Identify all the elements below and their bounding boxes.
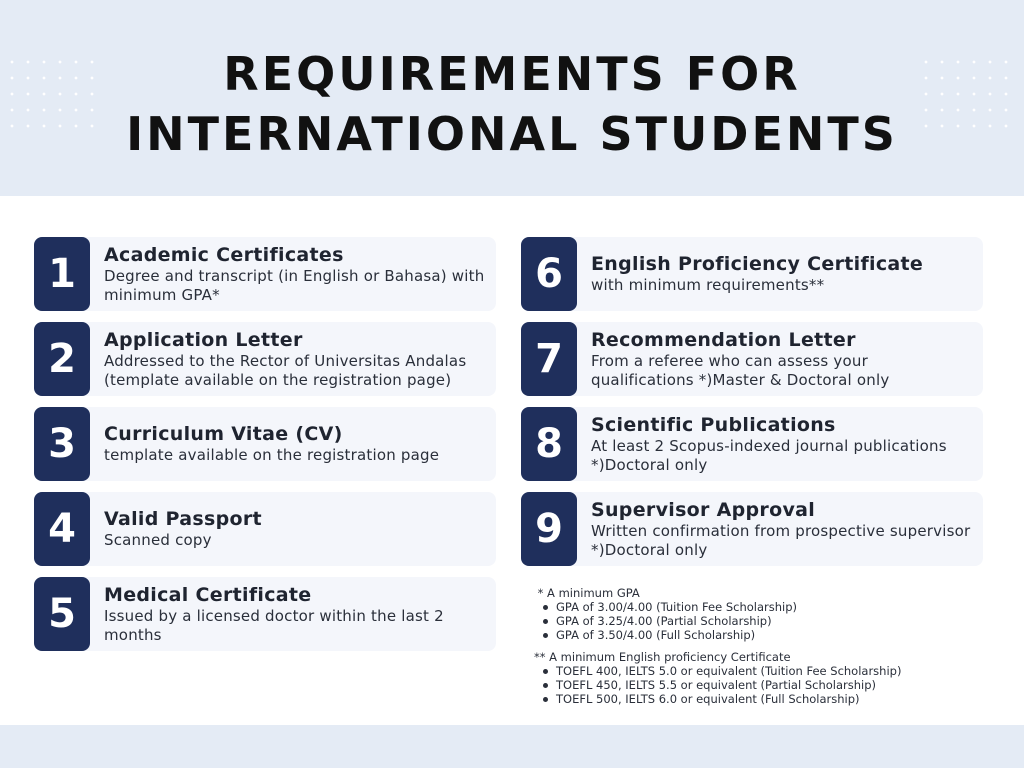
list-item: GPA of 3.00/4.00 (Tuition Fee Scholarship) bbox=[554, 600, 1004, 614]
requirement-title: Scientific Publications bbox=[591, 413, 836, 436]
requirement-number-badge: 6 bbox=[521, 237, 577, 311]
requirement-number-badge: 3 bbox=[34, 407, 90, 481]
requirement-card-2 bbox=[34, 322, 496, 396]
requirement-card-3 bbox=[34, 407, 496, 481]
requirement-description: From a referee who can assess your qualifications *)Master & Doctoral only bbox=[591, 351, 890, 389]
english-footnote bbox=[534, 650, 1004, 706]
title-line-2: INTERNATIONAL STUDENTS bbox=[126, 107, 898, 161]
requirement-card-8 bbox=[521, 407, 983, 481]
footer-band bbox=[0, 725, 1024, 768]
requirement-title: English Proficiency Certificate bbox=[591, 253, 924, 275]
list-item: GPA of 3.25/4.00 (Partial Scholarship) bbox=[554, 614, 1004, 628]
footnote-list bbox=[534, 664, 1004, 706]
footnotes bbox=[534, 586, 1004, 714]
list-item: TOEFL 500, IELTS 6.0 or equivalent (Full Scholarship) bbox=[554, 692, 1004, 706]
requirement-title: Curriculum Vitae (CV) bbox=[104, 423, 343, 445]
requirement-number-badge: 2 bbox=[34, 322, 90, 396]
requirement-title: Academic Certificates bbox=[104, 243, 344, 266]
requirement-description: Scanned copy bbox=[104, 531, 212, 549]
requirement-number-badge: 5 bbox=[34, 577, 90, 651]
page-title bbox=[0, 44, 1024, 164]
requirement-number-badge: 7 bbox=[521, 322, 577, 396]
requirement-title: Application Letter bbox=[104, 328, 303, 351]
title-line-1: REQUIREMENTS FOR bbox=[223, 47, 801, 101]
requirement-card-5 bbox=[34, 577, 496, 651]
requirement-description: with minimum requirements** bbox=[591, 276, 825, 294]
list-item: TOEFL 400, IELTS 5.0 or equivalent (Tuition Fee Scholarship) bbox=[554, 664, 1004, 678]
requirement-number-badge: 8 bbox=[521, 407, 577, 481]
list-item: TOEFL 450, IELTS 5.5 or equivalent (Partial Scholarship) bbox=[554, 678, 1004, 692]
requirement-title: Supervisor Approval bbox=[591, 498, 816, 521]
requirement-card-4 bbox=[34, 492, 496, 566]
requirement-card-6 bbox=[521, 237, 983, 311]
requirement-description: template available on the registration page bbox=[104, 446, 440, 464]
footnote-list bbox=[534, 600, 1004, 642]
requirement-description: Degree and transcript (in English or Bahasa) with minimum GPA* bbox=[104, 266, 485, 304]
requirement-card-1 bbox=[34, 237, 496, 311]
requirement-number-badge: 1 bbox=[34, 237, 90, 311]
requirement-title: Valid Passport bbox=[104, 508, 262, 530]
requirement-description: Addressed to the Rector of Universitas Andalas (template available on the registration page) bbox=[104, 351, 467, 389]
requirement-description: At least 2 Scopus-indexed journal publications *)Doctoral only bbox=[591, 436, 947, 474]
gpa-footnote bbox=[534, 586, 1004, 642]
requirement-title: Medical Certificate bbox=[104, 583, 312, 606]
list-item: GPA of 3.50/4.00 (Full Scholarship) bbox=[554, 628, 1004, 642]
requirement-number-badge: 4 bbox=[34, 492, 90, 566]
requirement-description: Written confirmation from prospective supervisor *)Doctoral only bbox=[591, 521, 971, 559]
requirement-number-badge: 9 bbox=[521, 492, 577, 566]
footnote-heading: * A minimum GPA bbox=[534, 586, 640, 600]
requirement-card-9 bbox=[521, 492, 983, 566]
footnote-heading: ** A minimum English proficiency Certificate bbox=[534, 650, 791, 664]
requirement-description: Issued by a licensed doctor within the last 2 months bbox=[104, 606, 444, 644]
requirement-title: Recommendation Letter bbox=[591, 328, 856, 351]
requirement-card-7 bbox=[521, 322, 983, 396]
